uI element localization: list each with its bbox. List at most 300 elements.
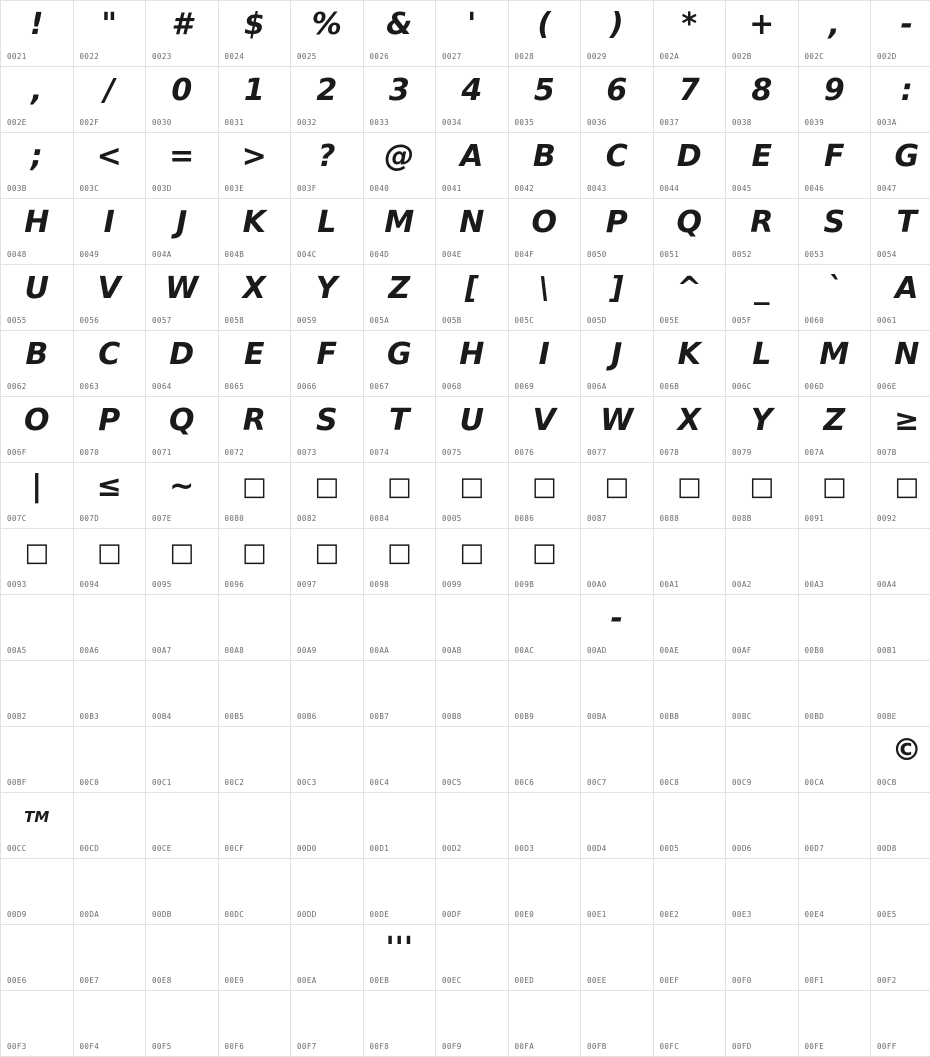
glyph-cell[interactable] [1,529,74,595]
glyph-cell[interactable] [508,397,581,463]
glyph-cell[interactable] [798,595,871,661]
glyph-codepoint-label: 00AB [442,646,462,655]
glyph-cell[interactable] [436,661,509,727]
glyph-cell[interactable] [218,529,291,595]
glyph-cell[interactable] [73,463,146,529]
glyph-cell[interactable] [218,67,291,133]
glyph-cell[interactable] [798,793,871,859]
glyph-cell[interactable] [291,859,364,925]
glyph-cell[interactable] [291,463,364,529]
glyph-cell[interactable] [73,397,146,463]
glyph-cell[interactable] [1,727,74,793]
glyph-cell[interactable] [73,595,146,661]
glyph-cell[interactable] [581,529,654,595]
glyph-cell[interactable] [871,727,930,793]
glyph-cell[interactable] [363,133,436,199]
glyph-cell[interactable] [871,859,930,925]
glyph-cell[interactable] [581,265,654,331]
glyph-cell[interactable] [798,859,871,925]
glyph-row [1,199,930,265]
glyph-cell[interactable] [581,1,654,67]
glyph-cell-inner [436,925,508,990]
glyph-cell[interactable] [726,331,799,397]
glyph-cell[interactable] [436,331,509,397]
glyph-cell[interactable] [146,133,219,199]
glyph-character [436,993,508,1037]
glyph-cell[interactable] [798,661,871,727]
glyph-cell[interactable] [871,199,930,265]
glyph-cell[interactable] [291,133,364,199]
glyph-cell-inner [581,925,653,990]
glyph-codepoint-label: 0023 [152,52,172,61]
glyph-cell[interactable] [73,661,146,727]
glyph-cell-inner [436,67,508,132]
glyph-cell[interactable] [508,925,581,991]
glyph-cell[interactable] [871,397,930,463]
glyph-cell[interactable] [218,991,291,1057]
glyph-character: = [146,135,218,179]
glyph-cell[interactable] [218,1,291,67]
glyph-cell[interactable] [1,67,74,133]
glyph-codepoint-label: 0061 [877,316,897,325]
glyph-cell[interactable] [726,595,799,661]
glyph-cell[interactable] [581,727,654,793]
glyph-cell[interactable] [798,265,871,331]
glyph-cell[interactable] [653,199,726,265]
glyph-cell[interactable] [146,67,219,133]
glyph-cell[interactable] [291,67,364,133]
glyph-codepoint-label: 0053 [805,250,825,259]
glyph-cell[interactable] [726,463,799,529]
glyph-cell[interactable] [146,727,219,793]
glyph-cell[interactable] [871,463,930,529]
glyph-cell[interactable] [146,331,219,397]
glyph-codepoint-label: 0057 [152,316,172,325]
glyph-cell[interactable] [581,67,654,133]
glyph-codepoint-label: 0045 [732,184,752,193]
glyph-cell[interactable] [73,265,146,331]
glyph-codepoint-label: 0034 [442,118,462,127]
glyph-cell[interactable] [581,133,654,199]
glyph-cell[interactable] [1,859,74,925]
glyph-cell[interactable] [73,67,146,133]
glyph-cell[interactable] [726,1,799,67]
glyph-cell[interactable] [363,859,436,925]
glyph-character: U [436,399,508,443]
glyph-codepoint-label: 0038 [732,118,752,127]
glyph-cell[interactable] [653,397,726,463]
glyph-cell[interactable] [798,727,871,793]
glyph-cell[interactable] [726,727,799,793]
glyph-cell[interactable] [508,727,581,793]
glyph-cell[interactable] [581,661,654,727]
glyph-cell[interactable] [363,397,436,463]
glyph-cell[interactable] [508,661,581,727]
glyph-cell-inner [146,859,218,924]
glyph-cell[interactable] [218,199,291,265]
glyph-codepoint-label: 0041 [442,184,462,193]
glyph-cell[interactable] [1,331,74,397]
glyph-cell[interactable] [291,991,364,1057]
glyph-cell[interactable] [363,925,436,991]
glyph-cell[interactable] [291,265,364,331]
glyph-cell[interactable] [73,133,146,199]
glyph-cell-inner [1,265,73,330]
glyph-cell[interactable] [363,67,436,133]
glyph-cell[interactable] [291,331,364,397]
glyph-cell[interactable] [73,859,146,925]
glyph-cell[interactable] [218,463,291,529]
glyph-cell[interactable] [1,925,74,991]
glyph-cell[interactable] [363,991,436,1057]
glyph-cell[interactable] [73,727,146,793]
glyph-cell[interactable] [73,199,146,265]
glyph-cell[interactable] [291,397,364,463]
glyph-cell[interactable] [798,925,871,991]
glyph-cell[interactable] [508,463,581,529]
glyph-cell[interactable] [73,793,146,859]
glyph-cell[interactable] [653,133,726,199]
glyph-cell[interactable] [653,331,726,397]
glyph-codepoint-label: 00C4 [370,778,390,787]
glyph-cell[interactable] [726,925,799,991]
glyph-cell-inner [291,595,363,660]
glyph-cell[interactable] [73,1,146,67]
glyph-cell[interactable] [508,595,581,661]
glyph-cell[interactable] [363,1,436,67]
glyph-cell[interactable] [871,133,930,199]
glyph-cell[interactable] [73,529,146,595]
glyph-cell[interactable] [363,595,436,661]
glyph-cell[interactable] [363,727,436,793]
glyph-codepoint-label: 006A [587,382,607,391]
glyph-cell[interactable] [871,661,930,727]
glyph-cell[interactable] [508,67,581,133]
glyph-cell[interactable] [726,859,799,925]
glyph-cell[interactable] [581,859,654,925]
glyph-cell[interactable] [653,595,726,661]
glyph-cell[interactable] [871,331,930,397]
glyph-cell[interactable] [218,925,291,991]
glyph-codepoint-label: 00B1 [877,646,897,655]
glyph-cell-inner [726,331,798,396]
glyph-cell[interactable] [436,793,509,859]
glyph-cell[interactable] [146,793,219,859]
glyph-cell[interactable] [291,199,364,265]
glyph-cell[interactable] [73,925,146,991]
glyph-cell[interactable] [1,265,74,331]
glyph-cell[interactable] [798,133,871,199]
glyph-cell[interactable] [291,925,364,991]
glyph-cell[interactable] [436,199,509,265]
glyph-cell[interactable] [146,1,219,67]
glyph-cell[interactable] [653,1,726,67]
glyph-character: [ [436,267,508,311]
glyph-cell-inner [1,331,73,396]
glyph-character: S [291,399,363,443]
glyph-cell[interactable] [363,199,436,265]
glyph-cell[interactable] [146,859,219,925]
glyph-cell[interactable] [581,463,654,529]
glyph-cell[interactable] [146,925,219,991]
glyph-codepoint-label: 0052 [732,250,752,259]
glyph-cell[interactable] [1,463,74,529]
glyph-cell-inner [581,529,653,594]
glyph-character [509,861,581,905]
glyph-cell[interactable] [146,595,219,661]
glyph-codepoint-label: 00B7 [370,712,390,721]
glyph-cell[interactable] [726,661,799,727]
glyph-cell-inner [871,991,930,1056]
glyph-character: L [726,333,798,377]
glyph-cell[interactable] [653,67,726,133]
glyph-cell[interactable] [871,793,930,859]
glyph-character [436,861,508,905]
glyph-cell[interactable] [871,67,930,133]
glyph-cell[interactable] [581,793,654,859]
glyph-cell[interactable] [1,991,74,1057]
glyph-cell[interactable] [1,595,74,661]
glyph-cell[interactable] [218,595,291,661]
glyph-cell[interactable] [436,925,509,991]
glyph-cell[interactable] [436,397,509,463]
glyph-cell[interactable] [798,67,871,133]
glyph-cell[interactable] [218,397,291,463]
glyph-cell[interactable] [798,463,871,529]
glyph-codepoint-label: 002E [7,118,27,127]
glyph-cell[interactable] [653,991,726,1057]
glyph-cell[interactable] [291,1,364,67]
glyph-cell[interactable] [146,991,219,1057]
glyph-codepoint-label: 006B [660,382,680,391]
glyph-codepoint-label: 0055 [7,316,27,325]
glyph-cell[interactable] [798,331,871,397]
glyph-cell[interactable] [73,331,146,397]
glyph-character: X [219,267,291,311]
glyph-codepoint-label: 0068 [442,382,462,391]
glyph-character [726,729,798,773]
glyph-cell[interactable] [508,859,581,925]
glyph-cell[interactable] [363,529,436,595]
glyph-cell-inner [1,727,73,792]
glyph-cell[interactable] [146,265,219,331]
glyph-codepoint-label: 00A4 [877,580,897,589]
glyph-cell[interactable] [726,397,799,463]
glyph-codepoint-label: 006E [877,382,897,391]
glyph-character: O [509,201,581,245]
glyph-cell[interactable] [726,793,799,859]
glyph-cell[interactable] [291,529,364,595]
glyph-row [1,397,930,463]
glyph-cell[interactable] [726,67,799,133]
glyph-cell[interactable] [146,661,219,727]
glyph-codepoint-label: 0024 [225,52,245,61]
glyph-cell[interactable] [726,265,799,331]
glyph-codepoint-label: 00DE [370,910,390,919]
glyph-cell[interactable] [363,331,436,397]
glyph-cell[interactable] [871,265,930,331]
glyph-cell[interactable] [653,727,726,793]
glyph-row [1,529,930,595]
glyph-codepoint-label: 00F2 [877,976,897,985]
glyph-cell[interactable] [363,793,436,859]
glyph-cell[interactable] [436,859,509,925]
glyph-cell[interactable] [653,463,726,529]
glyph-cell-inner [219,661,291,726]
glyph-cell-inner [364,991,436,1056]
glyph-cell[interactable] [798,991,871,1057]
glyph-cell[interactable] [508,1,581,67]
glyph-cell[interactable] [436,727,509,793]
glyph-character: F [799,135,871,179]
glyph-codepoint-label: 00CD [80,844,100,853]
glyph-cell[interactable] [508,199,581,265]
glyph-codepoint-label: 00DF [442,910,462,919]
glyph-cell[interactable] [871,595,930,661]
glyph-character: □ [436,465,508,509]
glyph-cell[interactable] [146,397,219,463]
glyph-cell[interactable] [798,1,871,67]
glyph-character: © [871,729,930,773]
glyph-cell[interactable] [508,529,581,595]
glyph-cell[interactable] [581,397,654,463]
glyph-cell[interactable] [291,595,364,661]
glyph-codepoint-label: 003F [297,184,317,193]
glyph-cell-inner [726,67,798,132]
glyph-character [726,531,798,575]
glyph-codepoint-label: 00FB [587,1042,607,1051]
glyph-cell[interactable] [218,331,291,397]
glyph-cell[interactable] [218,661,291,727]
glyph-cell[interactable] [291,661,364,727]
glyph-row [1,463,930,529]
glyph-cell[interactable] [726,199,799,265]
glyph-codepoint-label: 00D2 [442,844,462,853]
glyph-cell[interactable] [363,265,436,331]
glyph-cell[interactable] [436,529,509,595]
glyph-cell-inner [219,133,291,198]
glyph-cell[interactable] [73,991,146,1057]
glyph-cell[interactable] [798,397,871,463]
glyph-cell[interactable] [1,1,74,67]
glyph-cell-inner [1,397,73,462]
glyph-character [799,861,871,905]
glyph-codepoint-label: 0039 [805,118,825,127]
glyph-cell[interactable] [798,529,871,595]
glyph-cell[interactable] [1,199,74,265]
glyph-cell[interactable] [363,463,436,529]
glyph-row [1,661,930,727]
glyph-cell[interactable] [871,991,930,1057]
glyph-cell[interactable] [508,265,581,331]
glyph-cell[interactable] [726,991,799,1057]
glyph-codepoint-label: 00F6 [225,1042,245,1051]
glyph-cell[interactable] [871,529,930,595]
glyph-cell[interactable] [871,1,930,67]
glyph-cell[interactable] [218,265,291,331]
glyph-cell[interactable] [146,463,219,529]
glyph-codepoint-label: 00E7 [80,976,100,985]
glyph-cell[interactable] [436,991,509,1057]
glyph-character: + [726,3,798,47]
glyph-cell-inner [291,199,363,264]
glyph-cell[interactable] [581,199,654,265]
glyph-codepoint-label: 00C9 [732,778,752,787]
glyph-cell[interactable] [218,133,291,199]
glyph-cell[interactable] [146,529,219,595]
glyph-character: Z [364,267,436,311]
glyph-cell[interactable] [1,133,74,199]
glyph-character [581,531,653,575]
glyph-cell[interactable] [436,265,509,331]
glyph-cell[interactable] [653,265,726,331]
glyph-character: ^ [654,267,726,311]
glyph-cell[interactable] [1,793,74,859]
glyph-cell-inner [726,859,798,924]
glyph-cell[interactable] [1,397,74,463]
glyph-cell[interactable] [871,925,930,991]
glyph-cell[interactable] [218,859,291,925]
glyph-cell[interactable] [146,199,219,265]
glyph-codepoint-label: 00A9 [297,646,317,655]
glyph-cell[interactable] [436,595,509,661]
glyph-cell[interactable] [508,793,581,859]
glyph-cell[interactable] [508,331,581,397]
glyph-character [581,663,653,707]
glyph-cell[interactable] [726,133,799,199]
glyph-character: G [364,333,436,377]
glyph-cell[interactable] [581,991,654,1057]
glyph-codepoint-label: 0077 [587,448,607,457]
glyph-cell[interactable] [798,199,871,265]
glyph-cell[interactable] [581,925,654,991]
glyph-cell[interactable] [436,67,509,133]
glyph-cell[interactable] [218,727,291,793]
glyph-cell[interactable] [436,133,509,199]
glyph-cell[interactable] [653,661,726,727]
glyph-cell-inner [364,199,436,264]
glyph-cell[interactable] [291,793,364,859]
glyph-codepoint-label: 002C [805,52,825,61]
glyph-cell[interactable] [1,661,74,727]
glyph-cell[interactable] [653,925,726,991]
glyph-cell[interactable] [291,727,364,793]
glyph-cell[interactable] [508,991,581,1057]
glyph-codepoint-label: 0079 [732,448,752,457]
glyph-codepoint-label: 00D0 [297,844,317,853]
glyph-cell[interactable] [581,331,654,397]
glyph-character: Y [726,399,798,443]
glyph-character [1,663,73,707]
glyph-cell[interactable] [581,595,654,661]
glyph-cell[interactable] [653,859,726,925]
glyph-cell-inner [871,133,930,198]
glyph-cell[interactable] [726,529,799,595]
glyph-character [436,663,508,707]
glyph-character: A [871,267,930,311]
glyph-cell[interactable] [363,661,436,727]
glyph-cell[interactable] [436,463,509,529]
glyph-cell[interactable] [653,529,726,595]
glyph-cell-inner [654,595,726,660]
glyph-cell[interactable] [508,133,581,199]
glyph-cell[interactable] [653,793,726,859]
glyph-codepoint-label: 00EA [297,976,317,985]
glyph-cell[interactable] [218,793,291,859]
glyph-cell-inner [871,397,930,462]
glyph-cell-inner [726,727,798,792]
glyph-cell[interactable] [436,1,509,67]
